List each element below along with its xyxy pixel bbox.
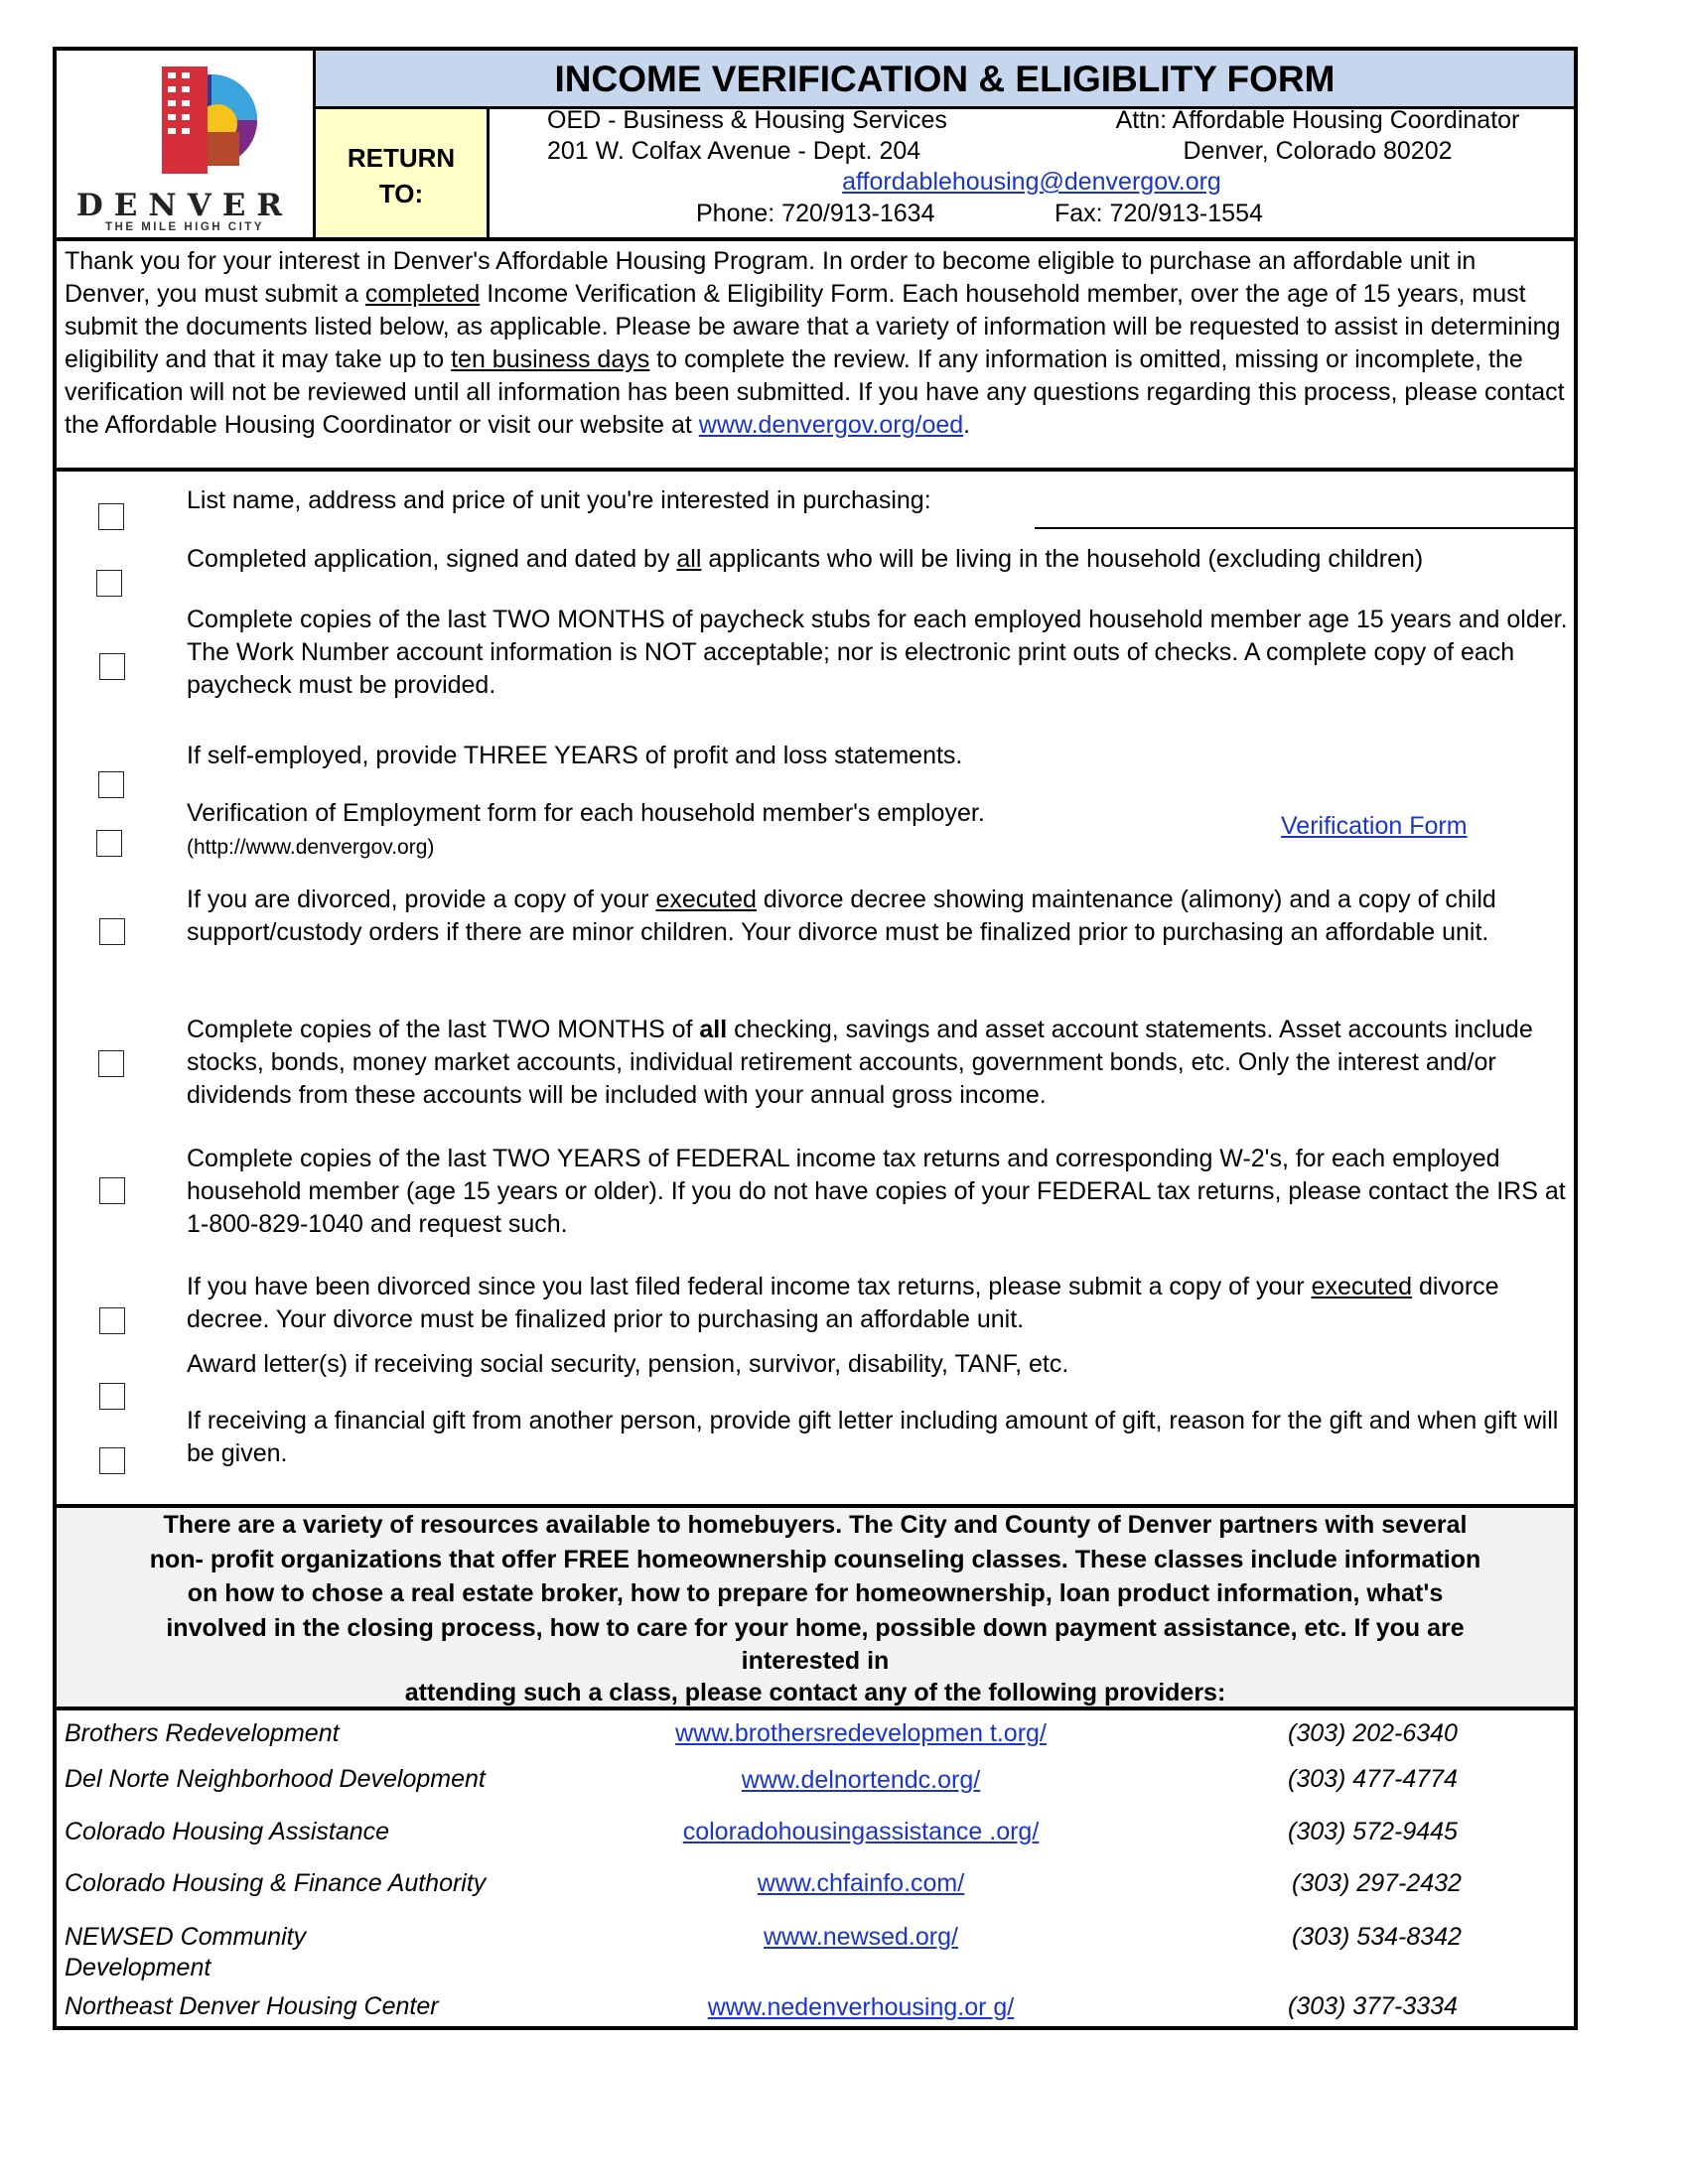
checkbox-gift-letter[interactable]	[99, 1447, 125, 1474]
provider-link[interactable]: www.nedenverhousing.or g/	[707, 1993, 1015, 2021]
provider-name: Colorado Housing & Finance Authority	[65, 1869, 487, 1897]
item-employment-verification: Verification of Employment form for each household member's employer.	[187, 799, 985, 827]
checkbox-account-statements[interactable]	[98, 1050, 124, 1077]
unit-info-entry-line[interactable]	[1035, 527, 1574, 529]
verification-form-link[interactable]: Verification Form	[1281, 812, 1468, 840]
item-account-statements: Complete copies of the last TWO MONTHS of all checking, savings and asset account statements. Asset accounts include stocks, bonds, money market accounts, individual retirement accounts, government bonds, etc. Only the interest and/or dividends from these accounts will be included with your annual gross income.	[187, 1016, 1533, 1109]
provider-phone: (303) 377-3334	[1288, 1992, 1458, 2020]
checkbox-self-employed[interactable]	[98, 771, 124, 798]
provider-phone: (303) 572-9445	[1288, 1818, 1458, 1845]
resources-notice: There are a variety of resources available to homebuyers. The City and County of Denver partners with several non- profit organizations that offer FREE homeownership counseling classes. These classes include information on how to chose a real estate broker, how to prepare for homeownership, loan product information, what's involved in the closing process, how to care for your home, possible down payment assistance, etc. If you are interested in attending such a class, please contact any of the following providers:	[57, 1508, 1574, 1710]
provider-name-continued: Development	[65, 1954, 211, 1981]
return-to-label: RETURN TO:	[316, 109, 490, 237]
form-title: INCOME VERIFICATION & ELIGIBLITY FORM	[316, 51, 1574, 109]
office-city: Denver, Colorado 80202	[1183, 137, 1453, 165]
office-name: OED - Business & Housing Services	[547, 106, 947, 134]
provider-link[interactable]: www.delnortendc.org/	[741, 1766, 981, 1794]
provider-name: Northeast Denver Housing Center	[65, 1992, 439, 2020]
checkbox-award-letters[interactable]	[99, 1383, 125, 1410]
divider	[57, 468, 1574, 472]
checkbox-paycheck-stubs[interactable]	[99, 653, 125, 680]
checkbox-employment-verification[interactable]	[96, 830, 122, 857]
item-award-letters: Award letter(s) if receiving social security, pension, survivor, disability, TANF, etc.	[187, 1350, 1069, 1378]
checkbox-divorce-decree[interactable]	[99, 918, 125, 945]
provider-link[interactable]: www.newsed.org/	[764, 1923, 958, 1951]
income-verification-form	[53, 47, 1578, 2030]
item-application: Completed application, signed and dated by all applicants who will be living in the household (excluding children)	[187, 545, 1424, 573]
email-link[interactable]: affordablehousing@denvergov.org	[842, 168, 1221, 196]
item-paycheck-stubs: Complete copies of the last TWO MONTHS of paycheck stubs for each employed household member age 15 years and older. The Work Number account information is NOT acceptable; nor is electronic print outs of checks. A complete copy of each paycheck must be provided.	[187, 606, 1568, 699]
checkbox-application[interactable]	[96, 570, 122, 597]
item-self-employed: If self-employed, provide THREE YEARS of profit and loss statements.	[187, 742, 963, 769]
provider-name: Del Norte Neighborhood Development	[65, 1765, 486, 1793]
provider-link[interactable]: coloradohousingassistance .org/	[682, 1818, 1040, 1845]
provider-phone: (303) 202-6340	[1288, 1719, 1458, 1747]
item-gift-letter: If receiving a financial gift from another person, provide gift letter including amount of gift, reason for the gift and when gift will be given.	[187, 1407, 1559, 1467]
attn-line: Attn: Affordable Housing Coordinator	[1115, 106, 1520, 134]
provider-phone: (303) 297-2432	[1292, 1869, 1462, 1897]
logo-wordmark: DENVER	[75, 188, 294, 223]
form-header	[57, 51, 1574, 241]
denver-logo-icon	[148, 63, 267, 178]
provider-name: Colorado Housing Assistance	[65, 1818, 390, 1845]
item-employment-url: (http://www.denvergov.org)	[187, 836, 435, 859]
checkbox-unit-info[interactable]	[98, 503, 124, 530]
intro-paragraph: Thank you for your interest in Denver's Affordable Housing Program. In order to become eligible to purchase an affordable unit in Denver, you must submit a completed Income Verification & Eligibility Form. Each household member, over the age of 15 years, must submit the documents listed below, as applicable. Please be aware that a variety of information will be requested to assist in determining eligibility and that it may take up to ten business days to complete the review. If any information is omitted, missing or incomplete, the verification will not be reviewed until all information has been submitted. If you have any questions regarding this process, please contact the Affordable Housing Coordinator or visit our website at www.denvergov.org/oed.	[65, 247, 1565, 439]
checkbox-recent-divorce[interactable]	[99, 1307, 125, 1334]
checkbox-tax-returns[interactable]	[99, 1177, 125, 1204]
provider-phone: (303) 534-8342	[1292, 1923, 1462, 1951]
logo-tagline: THE MILE HIGH CITY	[105, 221, 264, 233]
denver-logo	[57, 51, 316, 237]
phone-number: Phone: 720/913-1634	[696, 200, 935, 227]
provider-name: Brothers Redevelopment	[65, 1719, 340, 1747]
item-divorce-decree: If you are divorced, provide a copy of your executed divorce decree showing maintenance (alimony) and a copy of child support/custody orders if there are minor children. Your divorce must be finalized prior to purchasing an affordable unit.	[187, 886, 1496, 946]
item-unit-info: List name, address and price of unit you're interested in purchasing:	[187, 486, 931, 514]
item-recent-divorce: If you have been divorced since you last filed federal income tax returns, please submit a copy of your executed divorce decree. Your divorce must be finalized prior to purchasing an affordable unit.	[187, 1273, 1499, 1333]
item-tax-returns: Complete copies of the last TWO YEARS of FEDERAL income tax returns and corresponding W-2's, for each employed household member (age 15 years or older). If you do not have copies of your FEDERAL tax returns, please contact the IRS at 1-800-829-1040 and request such.	[187, 1145, 1566, 1238]
office-street: 201 W. Colfax Avenue - Dept. 204	[547, 137, 921, 165]
provider-name: NEWSED Community	[65, 1923, 307, 1951]
provider-link[interactable]: www.chfainfo.com/	[757, 1869, 965, 1897]
fax-number: Fax: 720/913-1554	[1055, 200, 1263, 227]
provider-phone: (303) 477-4774	[1288, 1765, 1458, 1793]
website-link[interactable]: www.denvergov.org/oed	[698, 411, 964, 439]
provider-link[interactable]: www.brothersredevelopmen t.org/	[675, 1719, 1047, 1747]
